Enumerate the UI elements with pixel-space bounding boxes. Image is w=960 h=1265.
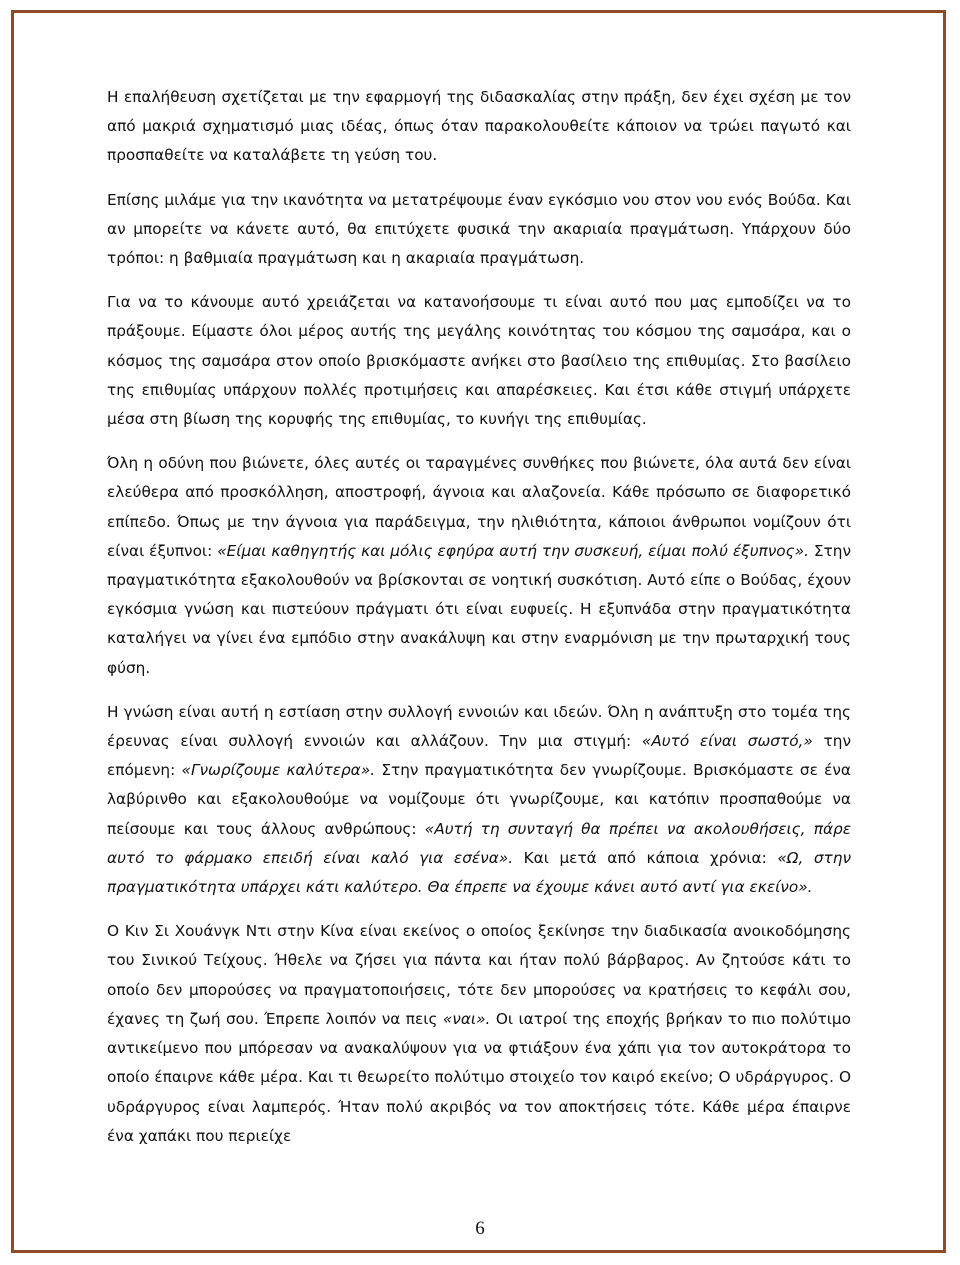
text-segment: Όλη η οδύνη που βιώνετε, όλες αυτές οι ταραγμένες συνθήκες που βιώνετε, όλα αυτά δεν είναι ελεύθερα από προσκόλληση, αποστροφή, άγνοια και αλαζονεία. Κάθε πρόσωπο σε διαφορετικό επίπεδο. Όπως με την άγνοια για παράδειγμα, την ηλιθιότητα, κάποιοι άνθρωποι νομίζουν ότι είναι έξυπνοι: — [107, 454, 851, 560]
text-segment: Η γνώση είναι αυτή η εστίαση στην συλλογή εννοιών και ιδεών. Όλη η ανάπτυξη στο τομέα της έρευνας είναι συλλογή εννοιών και αλλάζουν. Την μια στιγμή: — [107, 702, 851, 751]
italic-quote: «Αυτό είναι σωστό,» — [641, 732, 813, 751]
italic-quote: «Αυτή τη συνταγή θα πρέπει να ακολουθήσεις, πάρε αυτό το φάρμακο επειδή είναι καλό για εσένα». — [107, 819, 852, 867]
text-segment: Στην πραγματικότητα δεν γνωρίζουμε. Βρισκόμαστε σε ένα λαβύρινθο και εξακολουθούμε να νομίζουμε ότι γνωρίζουμε, και κατόπιν προσπαθούμε να πείσουμε και τους άλλους ανθρώπους: — [107, 761, 851, 838]
paragraph-2 — [107, 186, 851, 274]
text-segment: Για να το κάνουμε αυτό χρειάζεται να κατανοήσουμε τι είναι αυτό που μας εμποδίζει να το πράξουμε. Είμαστε όλοι μέρος αυτής της μεγάλης κοινότητας του κόσμου της σαμσάρα, και ο κόσμος της σαμσάρα στον οποίο βρισκόμαστε ανήκει στο βασίλειο της επιθυμίας. Στο βασίλειο της επιθυμίας υπάρχουν πολλές προτιμήσεις και απαρέσκειες. Και έτσι κάθε στιγμή υπάρχετε μέσα στη βίωση της κορυφής της επιθυμίας, το κυνήγι της επιθυμίας. — [107, 293, 851, 429]
text-segment: Στην πραγματικότητα εξακολουθούν να βρίσκονται σε νοητική συσκότιση. Αυτό είπε ο Βούδας, έχουν εγκόσμια γνώση και πιστεύουν πράγματι ότι είναι ευφυείς. Η εξυπνάδα στην πραγματικότητα καταλήγει να γίνει ένα εμπόδιο στην ανακάλυψη και στην εναρμόνιση με την πρωταρχική τους φύση. — [107, 541, 851, 677]
text-segment: Ο Κιν Σι Χουάνγκ Ντι στην Κίνα είναι εκείνος ο οποίος ξεκίνησε την διαδικασία ανοικοδόμησης του Σινικού Τείχους. Ήθελε να ζήσει για πάντα και ήταν πολύ βάρβαρος. Αν ζητούσε κάτι το οποίο δεν μπορούσες να πραγματοποιήσεις, τότε δεν μπορούσες να κρατήσεις το κεφάλι σου, έχανες τη ζωή σου. Έπρεπε λοιπόν να πεις — [107, 922, 851, 1028]
paragraph-4 — [107, 449, 851, 683]
italic-quote: «ναι». — [442, 1009, 491, 1028]
page-number: 6 — [475, 1218, 485, 1239]
italic-quote: «Είμαι καθηγητής και μόλις εφηύρα αυτή την συσκευή, είμαι πολύ έξυπνος». — [217, 541, 809, 560]
italic-quote: «Ω, στην πραγματικότητα υπάρχει κάτι καλύτερο. Θα έπρεπε να έχουμε κάνει αυτό αντί για εκείνο». — [107, 848, 851, 897]
italic-quote: «Γνωρίζουμε καλύτερα». — [181, 761, 376, 780]
text-segment: Η επαλήθευση σχετίζεται με την εφαρμογή της διδασκαλίας στην πράξη, δεν έχει σχέση με τον από μακριά σχηματισμό μιας ιδέας, όπως όταν παρακολουθείτε κάποιον να τρώει παγωτό και προσπαθείτε να καταλάβετε τη γεύση του. — [107, 88, 851, 165]
text-segment: Και μετά από κάποια χρόνια: — [513, 848, 778, 867]
paragraph-5 — [107, 698, 851, 902]
paragraph-6 — [107, 917, 851, 1151]
text-segment: Οι ιατροί της εποχής βρήκαν το πιο πολύτιμο αντικείμενο που μπόρεσαν να ανακαλύψουν για να φτιάξουν ένα χάπι για τον αυτοκράτορα το οποίο έπαιρνε κάθε μέρα. Και τι θεωρείτο πολύτιμο στοιχείο τον καιρό εκείνο; Ο υδράργυρος. Ο υδράργυρος είναι λαμπερός. Ήταν πολύ ακριβός να τον αποκτήσεις τότε. Κάθε μέρα έπαιρνε ένα χαπάκι που περιείχε — [107, 1009, 851, 1145]
text-segment: Επίσης μιλάμε για την ικανότητα να μετατρέψουμε έναν εγκόσμιο νου στον νου ενός Βούδα. Και αν μπορείτε να κάνετε αυτό, θα επιτύχετε φυσικά την ακαριαία πραγμάτωση. Υπάρχουν δύο τρόποι: η βαθμιαία πραγμάτωση και η ακαριαία πραγμάτωση. — [107, 190, 851, 268]
document-body — [107, 83, 851, 1151]
paragraph-1 — [107, 83, 851, 171]
text-segment: την επόμενη: — [107, 732, 852, 780]
paragraph-3 — [107, 288, 851, 434]
